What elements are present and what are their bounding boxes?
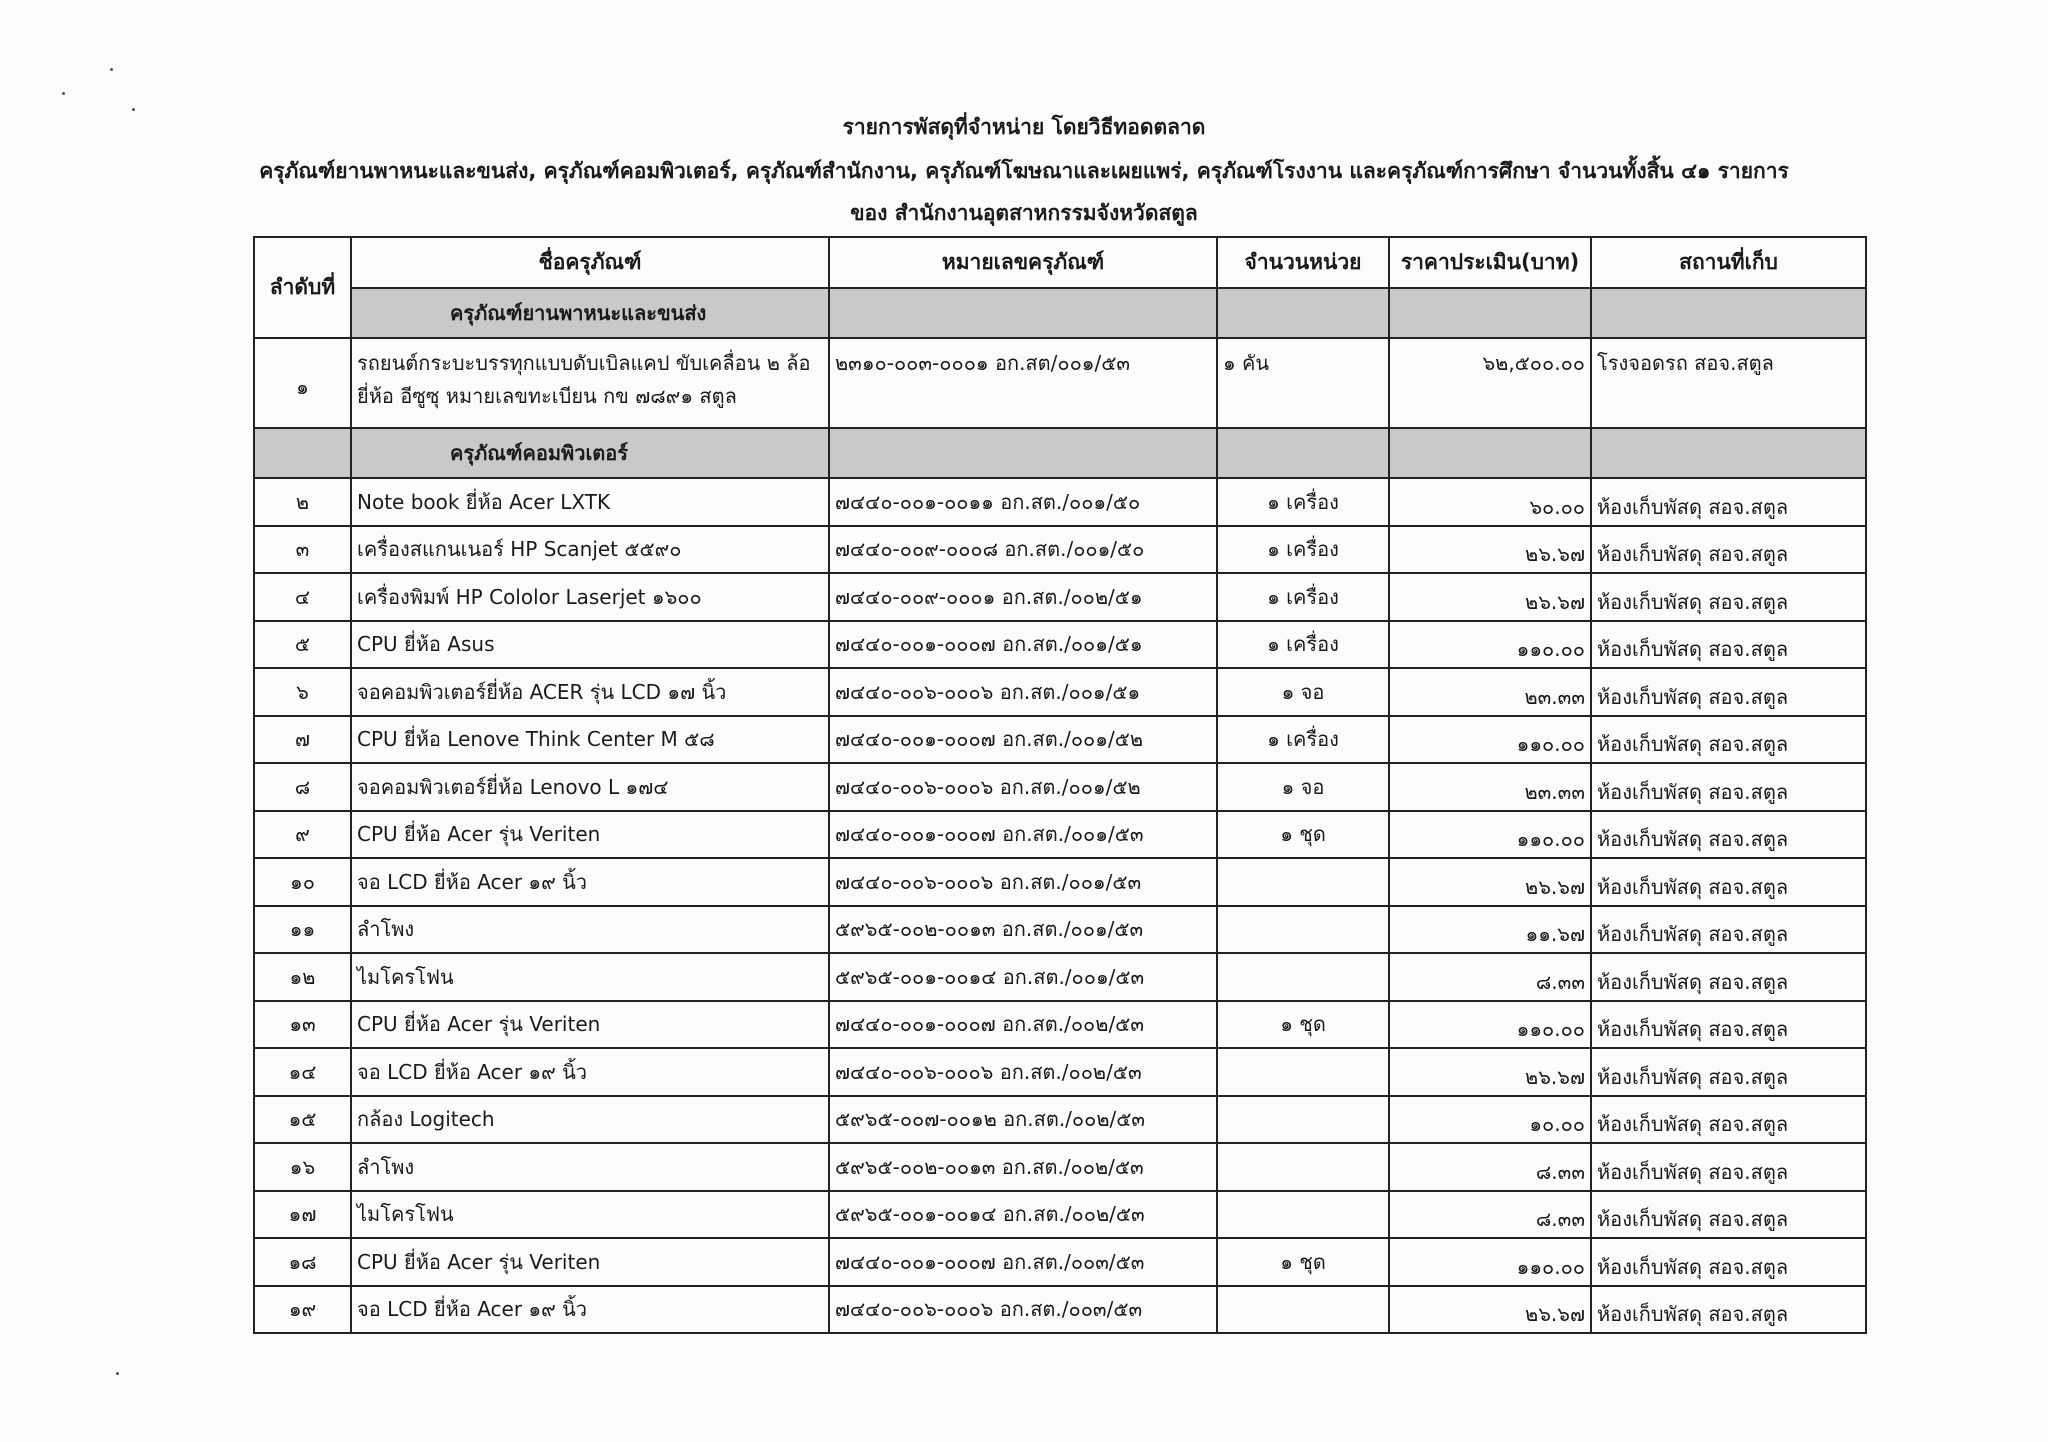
cell-location: ห้องเก็บพัสดุ สอจ.สตูล bbox=[1591, 1048, 1866, 1096]
cell-price: ๒๖.๖๗ bbox=[1389, 573, 1591, 621]
cell-code: ๗๔๔๐-๐๐๙-๐๐๐๘ อก.สต./๐๐๑/๕๐ bbox=[829, 526, 1217, 574]
scan-speck bbox=[110, 68, 113, 71]
inventory-table bbox=[253, 236, 1867, 1334]
category-vehicle-label: ครุภัณฑ์ยานพาหนะและขนส่ง bbox=[351, 288, 829, 338]
cell-code: ๗๔๔๐-๐๐๑-๐๐๑๑ อก.สต./๐๐๑/๕๐ bbox=[829, 478, 1217, 526]
cell-unit: ๑ ชุด bbox=[1217, 1238, 1389, 1286]
table-row bbox=[254, 1001, 1866, 1049]
cell-location: ห้องเก็บพัสดุ สอจ.สตูล bbox=[1591, 1191, 1866, 1239]
cell-code: ๒๓๑๐-๐๐๓-๐๐๐๑ อก.สต/๐๐๑/๕๓ bbox=[829, 338, 1217, 428]
cell-code: ๕๙๖๕-๐๐๑-๐๐๑๔ อก.สต./๐๐๑/๕๓ bbox=[829, 953, 1217, 1001]
cell-location: ห้องเก็บพัสดุ สอจ.สตูล bbox=[1591, 811, 1866, 859]
category-row-vehicle bbox=[254, 288, 1866, 338]
cell-code: ๗๔๔๐-๐๐๑-๐๐๐๗ อก.สต./๐๐๑/๕๓ bbox=[829, 811, 1217, 859]
cell-code: ๕๙๖๕-๐๐๑-๐๐๑๔ อก.สต./๐๐๒/๕๓ bbox=[829, 1191, 1217, 1239]
cell-no: ๑๖ bbox=[254, 1143, 351, 1191]
cell-location: ห้องเก็บพัสดุ สอจ.สตูล bbox=[1591, 668, 1866, 716]
cell-price: ๑๐.๐๐ bbox=[1389, 1096, 1591, 1144]
cell-no: ๓ bbox=[254, 526, 351, 574]
cell-name: จอ LCD ยี่ห้อ Acer ๑๙ นิ้ว bbox=[351, 1286, 829, 1334]
cell-location: ห้องเก็บพัสดุ สอจ.สตูล bbox=[1591, 478, 1866, 526]
table-row bbox=[254, 1286, 1866, 1334]
cell-location: ห้องเก็บพัสดุ สอจ.สตูล bbox=[1591, 906, 1866, 954]
header-no: ลำดับที่ bbox=[254, 237, 351, 338]
header-price: ราคาประเมิน(บาท) bbox=[1389, 237, 1591, 288]
cell-unit: ๑ ชุด bbox=[1217, 1001, 1389, 1049]
cell-code: ๗๔๔๐-๐๐๖-๐๐๐๖ อก.สต./๐๐๓/๕๓ bbox=[829, 1286, 1217, 1334]
cell-no: ๑๒ bbox=[254, 953, 351, 1001]
cell-unit: ๑ เครื่อง bbox=[1217, 478, 1389, 526]
cell-code: ๕๙๖๕-๐๐๗-๐๐๑๒ อก.สต./๐๐๒/๕๓ bbox=[829, 1096, 1217, 1144]
table-row bbox=[254, 621, 1866, 669]
table-row bbox=[254, 338, 1866, 428]
cell-price: ๖๒,๕๐๐.๐๐ bbox=[1389, 338, 1591, 428]
cell-code: ๗๔๔๐-๐๐๖-๐๐๐๖ อก.สต./๐๐๑/๕๓ bbox=[829, 858, 1217, 906]
cell-location: ห้องเก็บพัสดุ สอจ.สตูล bbox=[1591, 1286, 1866, 1334]
cell-name: Note book ยี่ห้อ Acer LXTK bbox=[351, 478, 829, 526]
table-row bbox=[254, 573, 1866, 621]
cell-no: ๑๗ bbox=[254, 1191, 351, 1239]
cell-price: ๘.๓๓ bbox=[1389, 1143, 1591, 1191]
cell-code: ๗๔๔๐-๐๐๑-๐๐๐๗ อก.สต./๐๐๑/๕๑ bbox=[829, 621, 1217, 669]
cell-price: ๑๑๐.๐๐ bbox=[1389, 621, 1591, 669]
document-agency: ของ สำนักงานอุตสาหกรรมจังหวัดสตูล bbox=[850, 201, 1198, 225]
cell-no: ๘ bbox=[254, 763, 351, 811]
cell-price: ๒๓.๓๓ bbox=[1389, 668, 1591, 716]
cell-unit bbox=[1217, 906, 1389, 954]
cell-name: ลำโพง bbox=[351, 1143, 829, 1191]
table-row bbox=[254, 478, 1866, 526]
scan-speck bbox=[116, 1372, 119, 1375]
cell-name: CPU ยี่ห้อ Acer รุ่น Veriten bbox=[351, 1238, 829, 1286]
cell-name: กล้อง Logitech bbox=[351, 1096, 829, 1144]
table-row bbox=[254, 1238, 1866, 1286]
table-row bbox=[254, 1096, 1866, 1144]
cell-no: ๑๑ bbox=[254, 906, 351, 954]
cell-code: ๗๔๔๐-๐๐๖-๐๐๐๖ อก.สต./๐๐๑/๕๒ bbox=[829, 763, 1217, 811]
cell-no: ๔ bbox=[254, 573, 351, 621]
document-subtitle: ครุภัณฑ์ยานพาหนะและขนส่ง, ครุภัณฑ์คอมพิวเตอร์, ครุภัณฑ์สำนักงาน, ครุภัณฑ์โฆษณาและเผยแพร่, ครุภัณฑ์โรงงาน และครุภัณฑ์การศึกษา จำนวนทั้งสิ้น ๔๑ รายการ bbox=[259, 159, 1789, 183]
cell-unit: ๑ จอ bbox=[1217, 763, 1389, 811]
cell-unit bbox=[1217, 858, 1389, 906]
table-row bbox=[254, 811, 1866, 859]
cell-name: ไมโครโฟน bbox=[351, 953, 829, 1001]
cell-name: CPU ยี่ห้อ Lenove Think Center M ๕๘ bbox=[351, 716, 829, 764]
cell-name: CPU ยี่ห้อ Acer รุ่น Veriten bbox=[351, 1001, 829, 1049]
cell-price: ๘.๓๓ bbox=[1389, 1191, 1591, 1239]
cell-price: ๖๐.๐๐ bbox=[1389, 478, 1591, 526]
table-row bbox=[254, 858, 1866, 906]
cell-unit bbox=[1217, 953, 1389, 1001]
cell-name: ไมโครโฟน bbox=[351, 1191, 829, 1239]
cell-unit: ๑ เครื่อง bbox=[1217, 716, 1389, 764]
cell-unit bbox=[1217, 1048, 1389, 1096]
cell-price: ๒๓.๓๓ bbox=[1389, 763, 1591, 811]
cell-name: CPU ยี่ห้อ Asus bbox=[351, 621, 829, 669]
table-row bbox=[254, 1048, 1866, 1096]
cell-code: ๗๔๔๐-๐๐๑-๐๐๐๗ อก.สต./๐๐๒/๕๓ bbox=[829, 1001, 1217, 1049]
cell-location: ห้องเก็บพัสดุ สอจ.สตูล bbox=[1591, 858, 1866, 906]
table-header-row bbox=[254, 237, 1866, 288]
header-location: สถานที่เก็บ bbox=[1591, 237, 1866, 288]
cell-location: ห้องเก็บพัสดุ สอจ.สตูล bbox=[1591, 621, 1866, 669]
cell-code: ๕๙๖๕-๐๐๒-๐๐๑๓ อก.สต./๐๐๒/๕๓ bbox=[829, 1143, 1217, 1191]
cell-name: จอ LCD ยี่ห้อ Acer ๑๙ นิ้ว bbox=[351, 1048, 829, 1096]
cell-location: ห้องเก็บพัสดุ สอจ.สตูล bbox=[1591, 763, 1866, 811]
cell-code: ๗๔๔๐-๐๐๑-๐๐๐๗ อก.สต./๐๐๑/๕๒ bbox=[829, 716, 1217, 764]
cell-price: ๒๖.๖๗ bbox=[1389, 1286, 1591, 1334]
cell-price: ๒๖.๖๗ bbox=[1389, 1048, 1591, 1096]
cell-location: ห้องเก็บพัสดุ สอจ.สตูล bbox=[1591, 953, 1866, 1001]
cell-location: โรงจอดรถ สอจ.สตูล bbox=[1591, 338, 1866, 428]
cell-name: เครื่องพิมพ์ HP Cololor Laserjet ๑๖๐๐ bbox=[351, 573, 829, 621]
cell-no: ๖ bbox=[254, 668, 351, 716]
cell-code: ๗๔๔๐-๐๐๖-๐๐๐๖ อก.สต./๐๐๒/๕๓ bbox=[829, 1048, 1217, 1096]
scan-speck bbox=[132, 108, 135, 111]
cell-unit: ๑ เครื่อง bbox=[1217, 621, 1389, 669]
cell-no: ๑๓ bbox=[254, 1001, 351, 1049]
cell-price: ๑๑.๖๗ bbox=[1389, 906, 1591, 954]
table-row bbox=[254, 716, 1866, 764]
cell-no: ๕ bbox=[254, 621, 351, 669]
cell-name: เครื่องสแกนเนอร์ HP Scanjet ๕๕๙๐ bbox=[351, 526, 829, 574]
header-name: ชื่อครุภัณฑ์ bbox=[351, 237, 829, 288]
cell-location: ห้องเก็บพัสดุ สอจ.สตูล bbox=[1591, 1143, 1866, 1191]
cell-price: ๑๑๐.๐๐ bbox=[1389, 811, 1591, 859]
cell-price: ๑๑๐.๐๐ bbox=[1389, 716, 1591, 764]
table-row bbox=[254, 906, 1866, 954]
cell-name: รถยนต์กระบะบรรทุกแบบดับเบิลแคป ขับเคลื่อน ๒ ล้อ ยี่ห้อ อีซูซุ หมายเลขทะเบียน กข ๗๘๙๑ สตูล bbox=[351, 338, 829, 428]
cell-location: ห้องเก็บพัสดุ สอจ.สตูล bbox=[1591, 716, 1866, 764]
cell-code: ๕๙๖๕-๐๐๒-๐๐๑๓ อก.สต./๐๐๑/๕๓ bbox=[829, 906, 1217, 954]
cell-no: ๗ bbox=[254, 716, 351, 764]
cell-unit bbox=[1217, 1096, 1389, 1144]
cell-location: ห้องเก็บพัสดุ สอจ.สตูล bbox=[1591, 526, 1866, 574]
cell-unit: ๑ คัน bbox=[1217, 338, 1389, 428]
header-unit: จำนวนหน่วย bbox=[1217, 237, 1389, 288]
cell-location: ห้องเก็บพัสดุ สอจ.สตูล bbox=[1591, 1001, 1866, 1049]
cell-name: CPU ยี่ห้อ Acer รุ่น Veriten bbox=[351, 811, 829, 859]
cell-no: ๒ bbox=[254, 478, 351, 526]
cell-unit: ๑ จอ bbox=[1217, 668, 1389, 716]
cell-price: ๒๖.๖๗ bbox=[1389, 858, 1591, 906]
cell-code: ๗๔๔๐-๐๐๙-๐๐๐๑ อก.สต./๐๐๒/๕๑ bbox=[829, 573, 1217, 621]
cell-price: ๑๑๐.๐๐ bbox=[1389, 1001, 1591, 1049]
table-row bbox=[254, 953, 1866, 1001]
cell-location: ห้องเก็บพัสดุ สอจ.สตูล bbox=[1591, 1238, 1866, 1286]
cell-name: ลำโพง bbox=[351, 906, 829, 954]
cell-code: ๗๔๔๐-๐๐๖-๐๐๐๖ อก.สต./๐๐๑/๕๑ bbox=[829, 668, 1217, 716]
cell-price: ๒๖.๖๗ bbox=[1389, 526, 1591, 574]
cell-unit bbox=[1217, 1191, 1389, 1239]
table-row bbox=[254, 526, 1866, 574]
cell-name: จอคอมพิวเตอร์ยี่ห้อ Lenovo L ๑๗๔ bbox=[351, 763, 829, 811]
cell-code: ๗๔๔๐-๐๐๑-๐๐๐๗ อก.สต./๐๐๓/๕๓ bbox=[829, 1238, 1217, 1286]
header-code: หมายเลขครุภัณฑ์ bbox=[829, 237, 1217, 288]
table-row bbox=[254, 1143, 1866, 1191]
document-title: รายการพัสดุที่จำหน่าย โดยวิธีทอดตลาด bbox=[842, 115, 1206, 139]
cell-no: ๑๐ bbox=[254, 858, 351, 906]
cell-unit bbox=[1217, 1286, 1389, 1334]
cell-no: ๙ bbox=[254, 811, 351, 859]
table-row bbox=[254, 763, 1866, 811]
cell-price: ๑๑๐.๐๐ bbox=[1389, 1238, 1591, 1286]
cell-no: ๑๘ bbox=[254, 1238, 351, 1286]
cell-name: จอ LCD ยี่ห้อ Acer ๑๙ นิ้ว bbox=[351, 858, 829, 906]
scan-speck bbox=[62, 92, 65, 95]
category-row-computer bbox=[254, 428, 1866, 478]
cell-no: ๑๕ bbox=[254, 1096, 351, 1144]
cell-no: ๑ bbox=[254, 338, 351, 428]
category-computer-label: ครุภัณฑ์คอมพิวเตอร์ bbox=[351, 428, 829, 478]
cell-location: ห้องเก็บพัสดุ สอจ.สตูล bbox=[1591, 1096, 1866, 1144]
cell-unit bbox=[1217, 1143, 1389, 1191]
cell-location: ห้องเก็บพัสดุ สอจ.สตูล bbox=[1591, 573, 1866, 621]
cell-no: ๑๙ bbox=[254, 1286, 351, 1334]
cell-unit: ๑ เครื่อง bbox=[1217, 573, 1389, 621]
cell-name: จอคอมพิวเตอร์ยี่ห้อ ACER รุ่น LCD ๑๗ นิ้ว bbox=[351, 668, 829, 716]
table-row bbox=[254, 668, 1866, 716]
cell-price: ๘.๓๓ bbox=[1389, 953, 1591, 1001]
cell-no: ๑๔ bbox=[254, 1048, 351, 1096]
table-row bbox=[254, 1191, 1866, 1239]
cell-unit: ๑ ชุด bbox=[1217, 811, 1389, 859]
cell-unit: ๑ เครื่อง bbox=[1217, 526, 1389, 574]
